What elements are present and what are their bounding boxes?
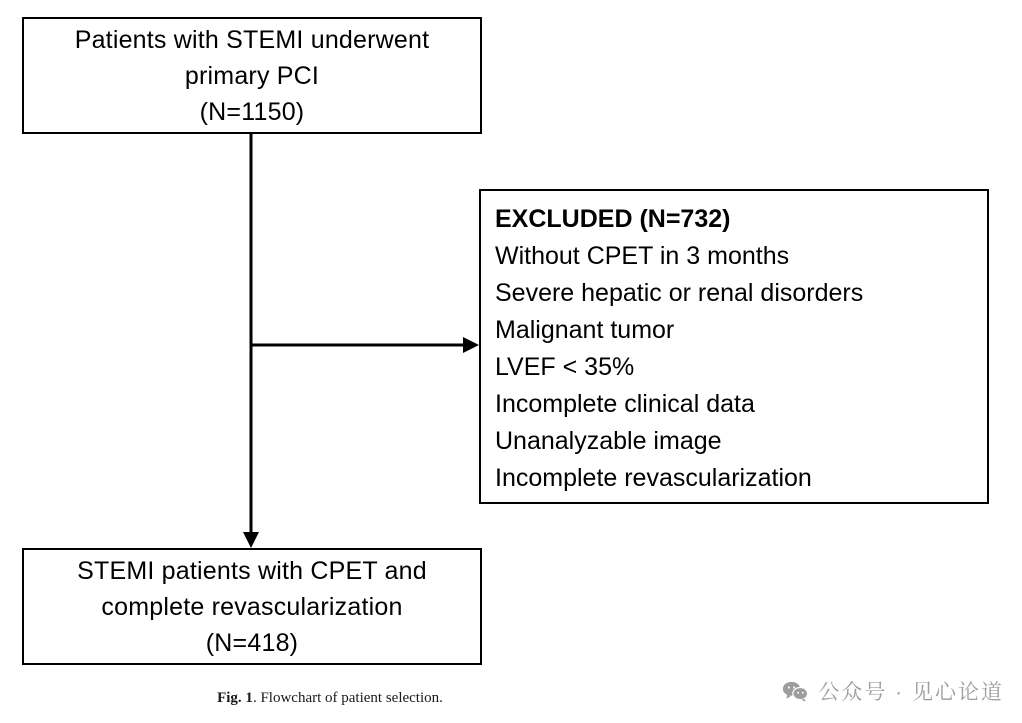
excluded-item: Without CPET in 3 months: [495, 242, 790, 270]
watermark-text: 公众号 · 见心论道: [818, 681, 1004, 704]
excluded-item: Incomplete revascularization: [495, 464, 812, 492]
node-excluded-title: EXCLUDED (N=732): [495, 205, 731, 233]
excluded-item: Incomplete clinical data: [495, 390, 755, 418]
excluded-item: Severe hepatic or renal disorders: [495, 279, 864, 307]
node-patients-stemi-pci: [22, 17, 482, 134]
node-line: (N=418): [205, 628, 299, 657]
excluded-item: Unanalyzable image: [495, 427, 722, 455]
figure-caption-text: . Flowchart of patient selection.: [252, 690, 443, 706]
node-line: (N=1150): [199, 97, 305, 126]
figure-caption-label: Fig. 1: [217, 690, 253, 706]
figure-caption: [0, 690, 660, 707]
node-line: Patients with STEMI underwent: [74, 25, 430, 54]
node-patients-stemi-pci-text: [75, 22, 430, 130]
node-excluded: [479, 189, 989, 504]
node-line: STEMI patients with CPET and: [77, 556, 427, 585]
watermark: [782, 676, 1004, 706]
wechat-icon: [782, 680, 808, 702]
node-included-patients-text: [77, 553, 427, 661]
excluded-item: Malignant tumor: [495, 316, 675, 344]
node-line: complete revascularization: [101, 592, 403, 621]
excluded-item: LVEF < 35%: [495, 353, 635, 381]
node-included-patients: [22, 548, 482, 665]
node-line: primary PCI: [184, 61, 320, 90]
